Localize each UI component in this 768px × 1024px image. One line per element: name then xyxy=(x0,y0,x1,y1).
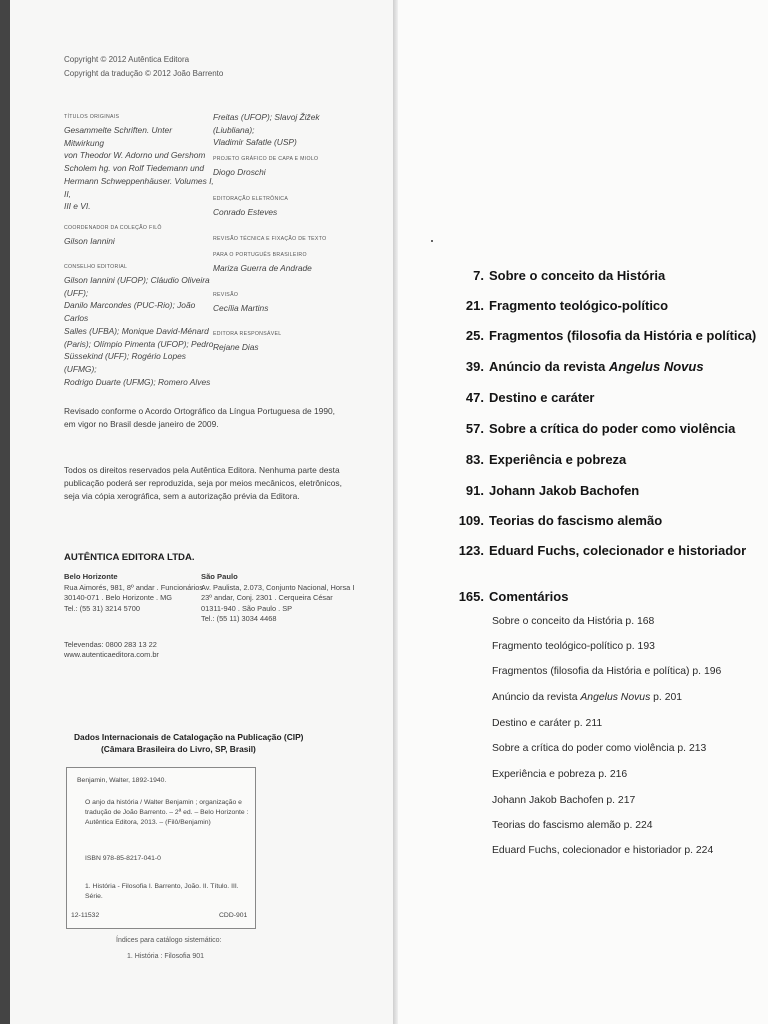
comentario-item xyxy=(492,666,721,677)
toc-title-text: Experiência e pobreza xyxy=(489,452,627,467)
toc-entry-title xyxy=(489,298,668,313)
cip-desc-line: tradução de João Barrento. – 2ª ed. – Belo Horizonte : xyxy=(85,808,249,816)
comentario-item xyxy=(492,795,635,806)
speck xyxy=(431,240,433,242)
comentario-item xyxy=(492,692,682,703)
publisher-contact xyxy=(64,640,224,661)
comentario-item xyxy=(492,641,655,652)
toc-title-text: Teorias do fascismo alemão xyxy=(489,513,663,528)
comentario-text: Teorias do fascismo alemão p. 224 xyxy=(492,820,653,831)
note-line: em vigor no Brasil desde janeiro de 2009. xyxy=(64,419,219,429)
contact-line: Televendas: 0800 283 13 22 xyxy=(64,640,157,649)
rights-line: Todos os direitos reservados pela Autêntica Editora. Nenhuma parte desta xyxy=(64,465,340,475)
publisher-name: AUTÊNTICA EDITORA LTDA. xyxy=(64,552,195,563)
conselho-line: Süssekind (UFF); Rogério Lopes (UFMG); xyxy=(64,351,186,374)
toc-title-text: Eduard Fuchs, colecionador e historiador xyxy=(489,543,747,558)
comentario-item xyxy=(492,820,653,831)
editoracao-label: EDITORAÇÃO ELETRÔNICA xyxy=(213,196,289,202)
comentario-text: Experiência e pobreza p. 216 xyxy=(492,769,628,780)
revisao-tecnica-label-2: PARA O PORTUGUÊS BRASILEIRO xyxy=(213,252,307,258)
toc-page-number: 109. xyxy=(458,513,484,528)
rights-line: seja via cópia xerográfica, sem a autorização prévia da Editora. xyxy=(64,491,300,501)
comentario-item xyxy=(492,616,654,627)
toc-page-number: 39. xyxy=(465,359,484,374)
titulos-line: Scholem hg. von Rolf Tiedemann und xyxy=(64,163,205,174)
projeto-name: Diogo Droschi xyxy=(213,167,266,177)
comentario-item xyxy=(492,845,713,856)
cip-title: Dados Internacionais de Catalogação na Publicação (CIP) xyxy=(74,732,304,742)
note-line: Revisado conforme o Acordo Ortográfico da Língua Portuguesa de 1990, xyxy=(64,406,335,416)
titulos-line: III e VI. xyxy=(64,201,91,212)
toc-page-number: 21. xyxy=(465,298,484,313)
toc-entry-title xyxy=(489,483,639,498)
bh-address xyxy=(64,583,204,614)
titulos-line: Gesammelte Schriften. Unter Mitwirkung xyxy=(64,125,172,148)
comentario-item xyxy=(492,743,706,754)
toc-page-number: 7. xyxy=(473,268,484,283)
toc-entry-title xyxy=(489,513,662,528)
toc-entry-title xyxy=(489,543,746,558)
address-line: 01311-940 . São Paulo . SP xyxy=(201,603,293,613)
cip-box xyxy=(66,767,256,929)
toc-entry-title xyxy=(489,421,735,436)
conselho-line: Freitas (UFOP); Slavoj Žižek (Liubliana); xyxy=(213,112,320,135)
comentario-text: Eduard Fuchs, colecionador e historiador p. 224 xyxy=(492,845,714,856)
toc-page-number: 123. xyxy=(458,543,484,558)
cip-isbn: ISBN 978-85-8217-041-0 xyxy=(85,855,161,862)
toc-title-text: Johann Jakob Bachofen xyxy=(489,483,640,498)
address-line: Rua Aimorés, 981, 8º andar . Funcionários xyxy=(64,583,204,592)
address-line: Tel.: (55 11) 3034 4468 xyxy=(201,614,277,624)
cip-index-entry: 1. História : Filosofia 901 xyxy=(127,953,205,960)
cip-desc-line: O anjo da história / Walter Benjamin ; organização e xyxy=(85,799,242,806)
editora-responsavel-name: Rejane Dias xyxy=(213,342,259,352)
toc-page-number: 25. xyxy=(465,328,484,343)
titulos-line: von Theodor W. Adorno und Gershom xyxy=(64,150,206,161)
comentario-item xyxy=(492,769,627,780)
revisao-tecnica-label: REVISÃO TÉCNICA E FIXAÇÃO DE TEXTO xyxy=(213,236,327,242)
titulos-originais xyxy=(64,124,214,213)
conselho-line: (Paris); Olímpio Pimenta (UFOP); Pedro xyxy=(64,338,214,349)
titulos-line: Hermann Schweppenhäuser. Volumes I, II, xyxy=(64,175,214,199)
cip-index-label: Índices para catálogo sistemático: xyxy=(116,937,222,944)
address-line: Av. Paulista, 2.073, Conjunto Nacional, Horsa I xyxy=(201,583,355,592)
editoracao-name: Conrado Esteves xyxy=(213,207,278,217)
address-line: 30140-071 . Belo Horizonte . MG xyxy=(64,593,173,603)
toc-page-number: 83. xyxy=(465,452,484,467)
toc-page-number: 57. xyxy=(465,421,484,436)
rights-notice xyxy=(64,464,354,503)
copyright-line-2: Copyright da tradução © 2012 João Barrento xyxy=(64,69,224,78)
toc-title-text: Fragmentos (filosofia da História e política) xyxy=(489,328,757,343)
cip-description xyxy=(85,798,255,827)
toc-entry-title xyxy=(489,390,595,405)
toc-page-number: 91. xyxy=(465,483,484,498)
conselho-line: Danilo Marcondes (PUC-Rio); João Carlos xyxy=(64,300,196,324)
toc-title-text: Anúncio da revista xyxy=(489,359,609,374)
sp-city: São Paulo xyxy=(201,572,238,581)
conselho-line: Rodrigo Duarte (UFMG); Romero Alves xyxy=(64,376,211,387)
toc-page-number: 47. xyxy=(465,390,484,405)
conselho-continuation xyxy=(213,111,363,149)
copyright-line-1: Copyright © 2012 Autêntica Editora xyxy=(64,55,190,64)
cip-number: 12-11532 xyxy=(71,912,100,919)
cip-subtitle: (Câmara Brasileira do Livro, SP, Brasil) xyxy=(101,744,256,754)
cip-desc-line: Autêntica Editora, 2013. – (Filô/Benjamin) xyxy=(85,818,211,826)
conselho-line: Salles (UFBA); Monique David-Ménard xyxy=(64,325,209,336)
toc-entry-title xyxy=(489,452,626,467)
comentario-text: Anúncio da revista xyxy=(492,692,581,703)
conselho-line: Gilson Iannini (UFOP); Cláudio Oliveira (UFF); xyxy=(64,275,210,298)
comentario-page-ref: p. 201 xyxy=(650,692,683,703)
toc-title-italic: Angelus Novus xyxy=(608,359,704,374)
bh-city: Belo Horizonte xyxy=(64,572,118,581)
page-edge-shadow xyxy=(0,0,10,1024)
conselho-line: Vladimir Safatle (USP) xyxy=(213,137,297,148)
comentario-text: Destino e caráter p. 211 xyxy=(492,718,603,729)
conselho-label: CONSELHO EDITORIAL xyxy=(64,264,128,270)
conselho-editorial xyxy=(64,274,214,388)
coordenador-name: Gilson Iannini xyxy=(64,236,115,246)
address-line: Tel.: (55 31) 3214 5700 xyxy=(64,603,141,613)
projeto-label: PROJETO GRÁFICO DE CAPA E MIOLO xyxy=(213,156,319,162)
address-line: 23º andar, Conj. 2301 . Cerqueira César xyxy=(201,593,333,603)
comentario-italic: Angelus Novus xyxy=(580,692,651,703)
sp-address xyxy=(201,583,361,625)
revisao-name: Cecília Martins xyxy=(213,303,269,313)
comentario-text: Sobre a crítica do poder como violência p. 213 xyxy=(492,743,707,754)
revisao-label: REVISÃO xyxy=(213,292,239,298)
acordo-ortografico-note xyxy=(64,405,344,431)
cip-subjects: 1. História - Filosofia I. Barrento, João. II. Título. III. Série. xyxy=(85,883,239,900)
toc-entry-title xyxy=(489,328,756,343)
comentario-text: Sobre o conceito da História p. 168 xyxy=(492,616,655,627)
toc-entry-title xyxy=(489,359,704,374)
toc-entry-title xyxy=(489,268,665,283)
toc-title-text: Fragmento teológico-político xyxy=(489,298,669,313)
revisao-tecnica-name: Mariza Guerra de Andrade xyxy=(213,263,312,273)
comentarios-title: Comentários xyxy=(489,589,569,604)
editora-responsavel-label: EDITORA RESPONSÁVEL xyxy=(213,331,282,337)
coordenador-label: COORDENADOR DA COLEÇÃO FILÔ xyxy=(64,225,162,231)
comentario-text: Fragmentos (filosofia da História e política) p. 196 xyxy=(492,666,722,677)
toc-title-text: Destino e caráter xyxy=(489,390,595,405)
contact-line: www.autenticaeditora.com.br xyxy=(64,650,159,660)
comentario-text: Johann Jakob Bachofen p. 217 xyxy=(492,795,636,806)
right-page xyxy=(398,0,768,1024)
cip-author: Benjamin, Walter, 1892-1940. xyxy=(77,777,167,784)
comentarios-page: 165. xyxy=(458,589,484,604)
toc-title-text: Sobre a crítica do poder como violência xyxy=(489,421,736,436)
comentario-text: Fragmento teológico-político p. 193 xyxy=(492,641,655,652)
cip-cdd: CDD-901 xyxy=(219,912,248,919)
titulos-label: TÍTULOS ORIGINAIS xyxy=(64,114,120,120)
rights-line: publicação poderá ser reproduzida, seja por meios mecânicos, eletrônicos, xyxy=(64,478,342,488)
toc-title-text: Sobre o conceito da História xyxy=(489,268,666,283)
comentario-item xyxy=(492,718,602,729)
